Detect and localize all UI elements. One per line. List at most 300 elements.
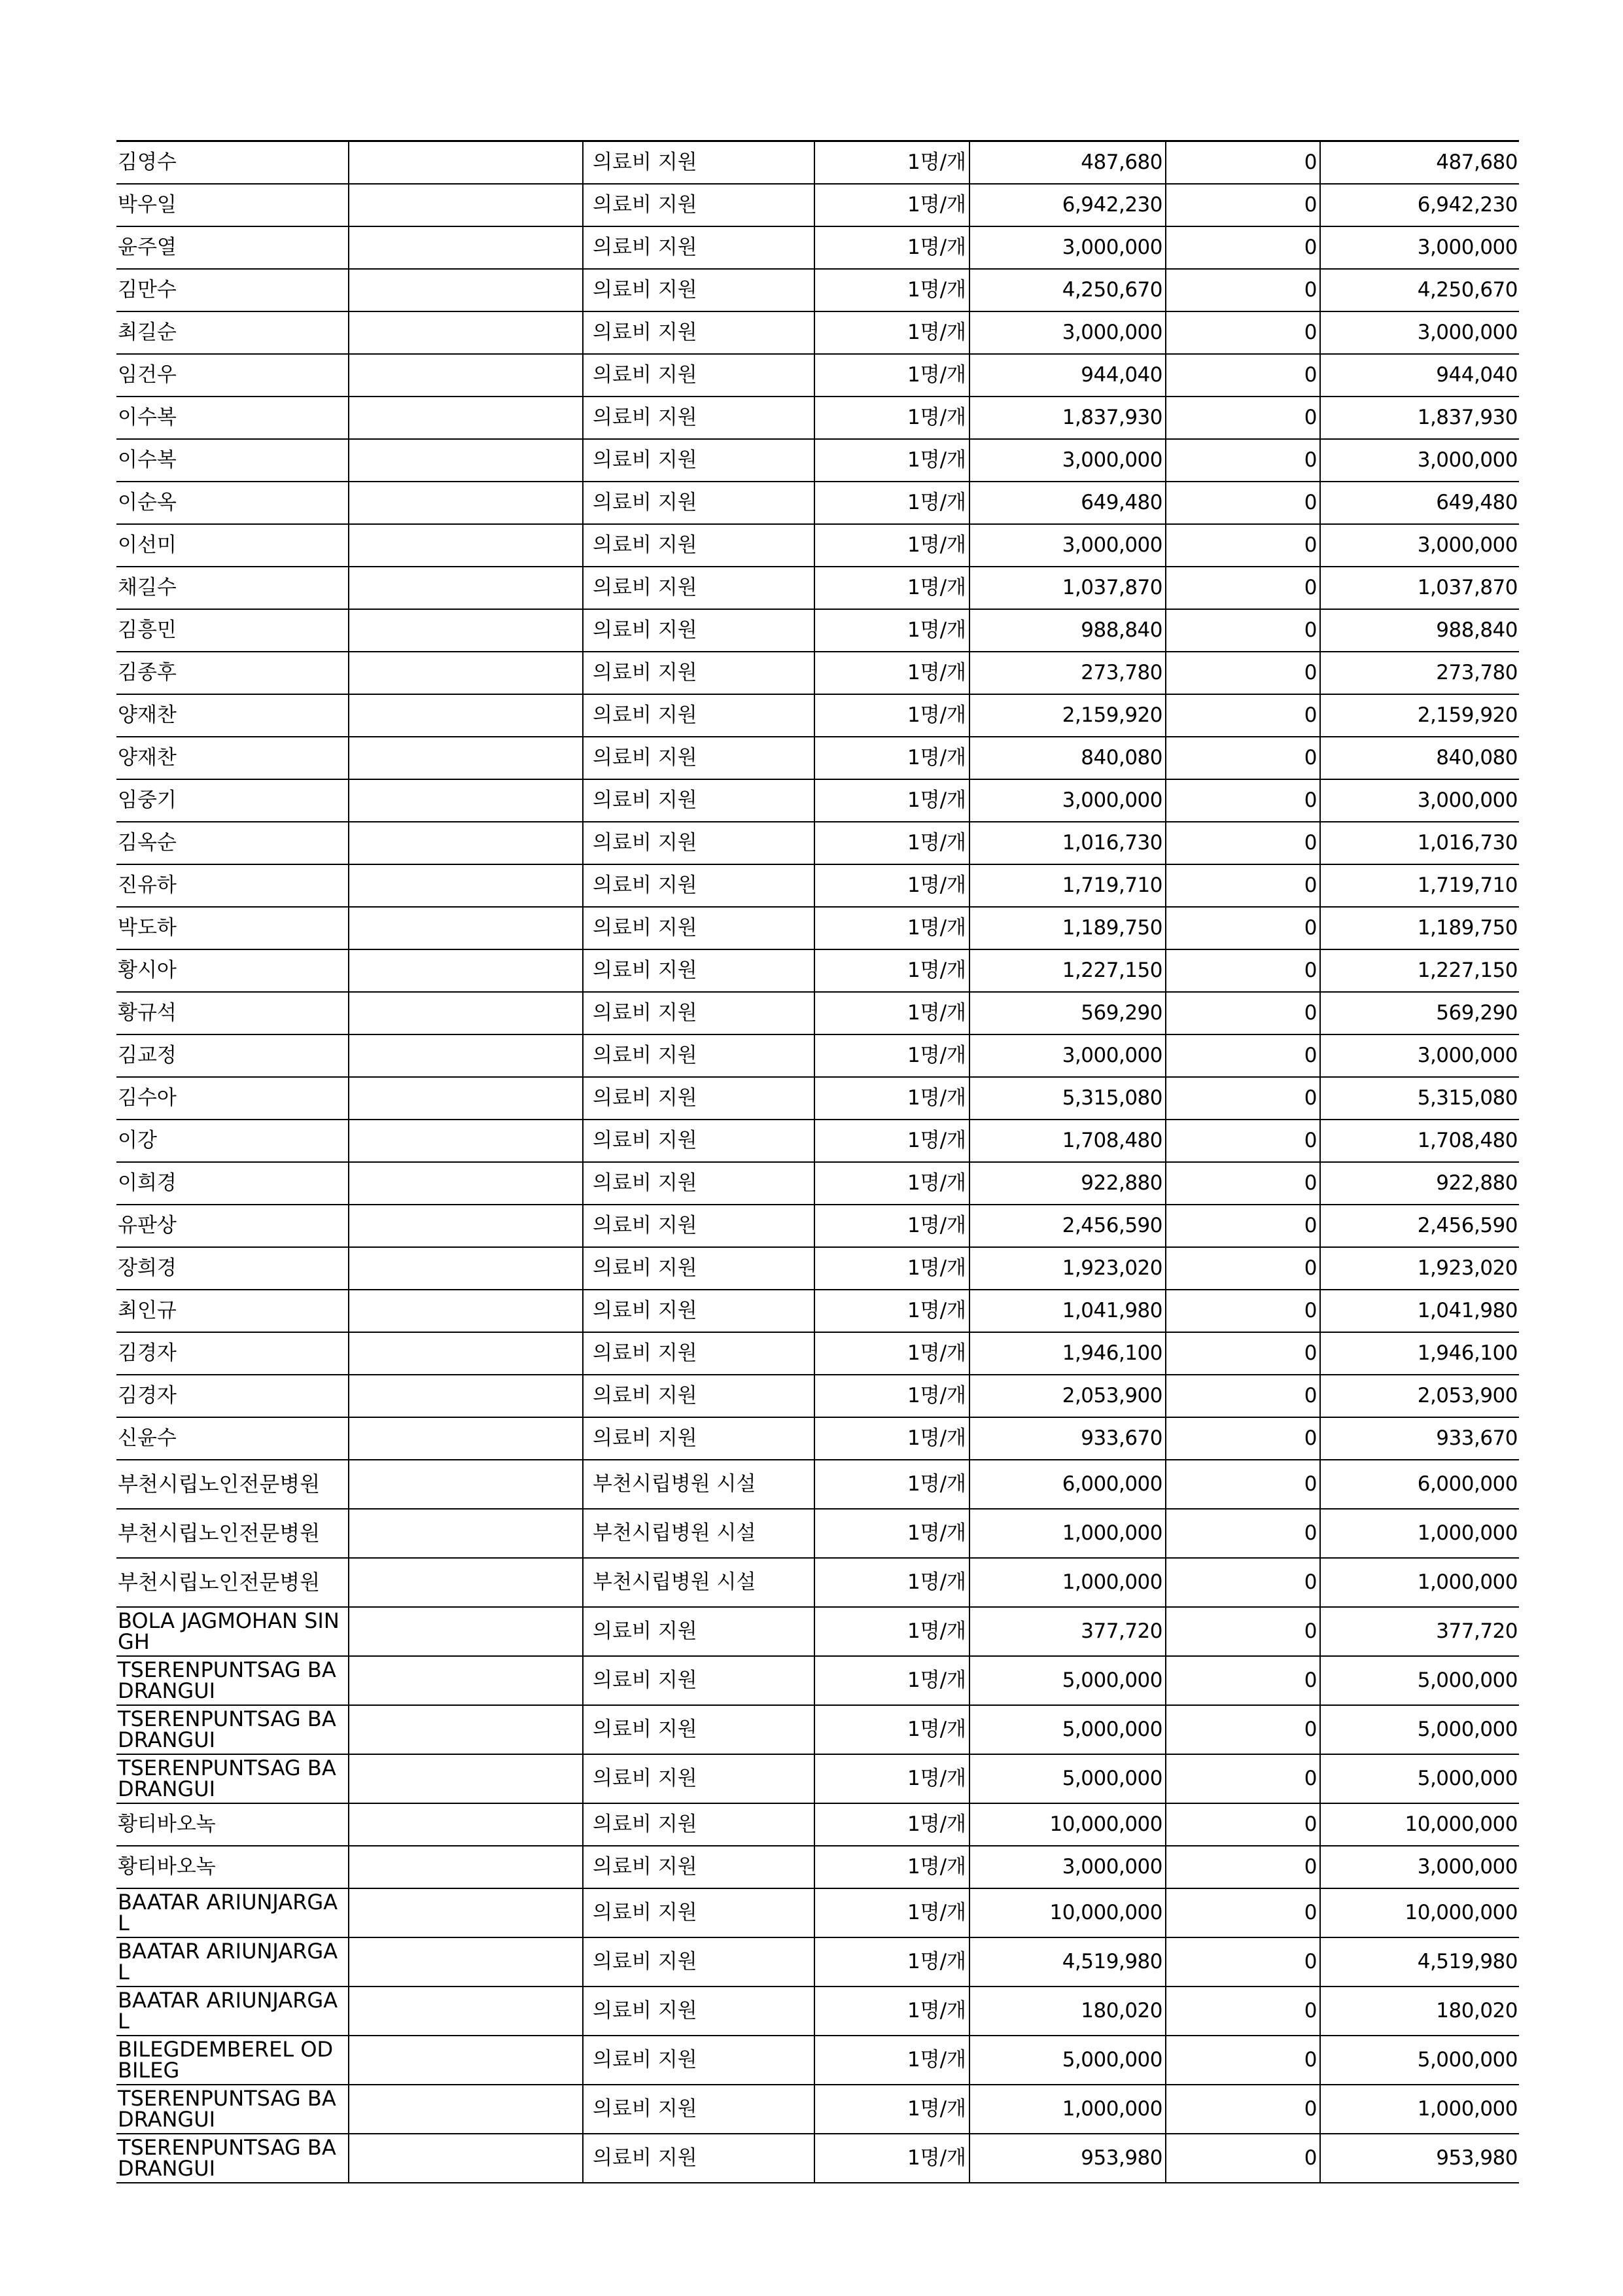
amount-cell: 1,946,100 bbox=[969, 1332, 1166, 1375]
total-cell: 5,000,000 bbox=[1320, 1656, 1519, 1705]
zero-cell: 0 bbox=[1166, 2036, 1320, 2085]
amount-cell: 5,000,000 bbox=[969, 1705, 1166, 1754]
total-cell: 273,780 bbox=[1320, 652, 1519, 694]
name-cell: 이희경 bbox=[116, 1162, 349, 1205]
zero-cell: 0 bbox=[1166, 1705, 1320, 1754]
zero-cell: 0 bbox=[1166, 652, 1320, 694]
total-cell: 377,720 bbox=[1320, 1607, 1519, 1656]
item-cell: 의료비 지원 bbox=[583, 1987, 814, 2036]
unit-cell: 1명/개 bbox=[814, 2085, 969, 2134]
unit-cell: 1명/개 bbox=[814, 2036, 969, 2085]
unit-cell: 1명/개 bbox=[814, 1162, 969, 1205]
amount-cell: 1,041,980 bbox=[969, 1290, 1166, 1332]
unit-cell: 1명/개 bbox=[814, 1846, 969, 1888]
blank-cell bbox=[349, 949, 583, 992]
zero-cell: 0 bbox=[1166, 1987, 1320, 2036]
total-cell: 5,315,080 bbox=[1320, 1077, 1519, 1120]
blank-cell bbox=[349, 737, 583, 779]
zero-cell: 0 bbox=[1166, 226, 1320, 269]
zero-cell: 0 bbox=[1166, 482, 1320, 524]
table-row bbox=[116, 354, 1519, 397]
unit-cell: 1명/개 bbox=[814, 1034, 969, 1077]
name-cell: 김흥민 bbox=[116, 609, 349, 652]
zero-cell: 0 bbox=[1166, 1509, 1320, 1558]
amount-cell: 6,000,000 bbox=[969, 1460, 1166, 1509]
total-cell: 1,719,710 bbox=[1320, 864, 1519, 907]
blank-cell bbox=[349, 1888, 583, 1937]
name-cell: 이수복 bbox=[116, 397, 349, 439]
amount-cell: 1,837,930 bbox=[969, 397, 1166, 439]
name-cell: 최인규 bbox=[116, 1290, 349, 1332]
zero-cell: 0 bbox=[1166, 907, 1320, 949]
amount-cell: 2,456,590 bbox=[969, 1205, 1166, 1247]
unit-cell: 1명/개 bbox=[814, 1937, 969, 1987]
blank-cell bbox=[349, 907, 583, 949]
total-cell: 953,980 bbox=[1320, 2134, 1519, 2183]
amount-cell: 4,250,670 bbox=[969, 269, 1166, 311]
unit-cell: 1명/개 bbox=[814, 949, 969, 992]
table-row bbox=[116, 1077, 1519, 1120]
table-row bbox=[116, 1332, 1519, 1375]
amount-cell: 3,000,000 bbox=[969, 439, 1166, 482]
table-row bbox=[116, 822, 1519, 864]
table-row bbox=[116, 694, 1519, 737]
item-cell: 의료비 지원 bbox=[583, 1937, 814, 1987]
name-cell: BAATAR ARIUNJARGAL bbox=[116, 1888, 349, 1937]
table-row bbox=[116, 949, 1519, 992]
amount-cell: 988,840 bbox=[969, 609, 1166, 652]
blank-cell bbox=[349, 864, 583, 907]
item-cell: 의료비 지원 bbox=[583, 1205, 814, 1247]
blank-cell bbox=[349, 1705, 583, 1754]
blank-cell bbox=[349, 1162, 583, 1205]
unit-cell: 1명/개 bbox=[814, 737, 969, 779]
total-cell: 1,189,750 bbox=[1320, 907, 1519, 949]
blank-cell bbox=[349, 1937, 583, 1987]
item-cell: 의료비 지원 bbox=[583, 1290, 814, 1332]
total-cell: 988,840 bbox=[1320, 609, 1519, 652]
unit-cell: 1명/개 bbox=[814, 694, 969, 737]
unit-cell: 1명/개 bbox=[814, 1417, 969, 1460]
unit-cell: 1명/개 bbox=[814, 907, 969, 949]
blank-cell bbox=[349, 184, 583, 226]
amount-cell: 3,000,000 bbox=[969, 1846, 1166, 1888]
item-cell: 의료비 지원 bbox=[583, 1375, 814, 1417]
amount-cell: 6,942,230 bbox=[969, 184, 1166, 226]
name-cell: 임건우 bbox=[116, 354, 349, 397]
item-cell: 의료비 지원 bbox=[583, 822, 814, 864]
total-cell: 3,000,000 bbox=[1320, 524, 1519, 567]
unit-cell: 1명/개 bbox=[814, 864, 969, 907]
name-cell: 김경자 bbox=[116, 1332, 349, 1375]
table-row bbox=[116, 2036, 1519, 2085]
blank-cell bbox=[349, 269, 583, 311]
item-cell: 의료비 지원 bbox=[583, 1034, 814, 1077]
table-row bbox=[116, 1987, 1519, 2036]
total-cell: 2,159,920 bbox=[1320, 694, 1519, 737]
name-cell: BAATAR ARIUNJARGAL bbox=[116, 1987, 349, 2036]
total-cell: 1,041,980 bbox=[1320, 1290, 1519, 1332]
item-cell: 부천시립병원 시설 bbox=[583, 1558, 814, 1607]
unit-cell: 1명/개 bbox=[814, 1558, 969, 1607]
zero-cell: 0 bbox=[1166, 1558, 1320, 1607]
name-cell: 황규석 bbox=[116, 992, 349, 1034]
blank-cell bbox=[349, 1558, 583, 1607]
unit-cell: 1명/개 bbox=[814, 1888, 969, 1937]
total-cell: 180,020 bbox=[1320, 1987, 1519, 2036]
total-cell: 1,016,730 bbox=[1320, 822, 1519, 864]
table-row bbox=[116, 779, 1519, 822]
zero-cell: 0 bbox=[1166, 2134, 1320, 2183]
name-cell: 유판상 bbox=[116, 1205, 349, 1247]
unit-cell: 1명/개 bbox=[814, 1290, 969, 1332]
zero-cell: 0 bbox=[1166, 311, 1320, 354]
blank-cell bbox=[349, 482, 583, 524]
item-cell: 의료비 지원 bbox=[583, 779, 814, 822]
blank-cell bbox=[349, 226, 583, 269]
amount-cell: 5,000,000 bbox=[969, 1754, 1166, 1803]
blank-cell bbox=[349, 1290, 583, 1332]
table-row bbox=[116, 1162, 1519, 1205]
zero-cell: 0 bbox=[1166, 737, 1320, 779]
unit-cell: 1명/개 bbox=[814, 1656, 969, 1705]
table-row bbox=[116, 737, 1519, 779]
blank-cell bbox=[349, 1754, 583, 1803]
unit-cell: 1명/개 bbox=[814, 524, 969, 567]
name-cell: 윤주열 bbox=[116, 226, 349, 269]
table-row bbox=[116, 1754, 1519, 1803]
amount-cell: 922,880 bbox=[969, 1162, 1166, 1205]
item-cell: 의료비 지원 bbox=[583, 354, 814, 397]
total-cell: 933,670 bbox=[1320, 1417, 1519, 1460]
amount-cell: 1,000,000 bbox=[969, 1558, 1166, 1607]
table-row bbox=[116, 567, 1519, 609]
table-row bbox=[116, 1607, 1519, 1656]
name-cell: 이순옥 bbox=[116, 482, 349, 524]
amount-cell: 3,000,000 bbox=[969, 226, 1166, 269]
total-cell: 2,456,590 bbox=[1320, 1205, 1519, 1247]
total-cell: 569,290 bbox=[1320, 992, 1519, 1034]
amount-cell: 1,189,750 bbox=[969, 907, 1166, 949]
amount-cell: 649,480 bbox=[969, 482, 1166, 524]
table-row bbox=[116, 1888, 1519, 1937]
item-cell: 의료비 지원 bbox=[583, 439, 814, 482]
total-cell: 1,000,000 bbox=[1320, 2085, 1519, 2134]
amount-cell: 5,315,080 bbox=[969, 1077, 1166, 1120]
name-cell: 이수복 bbox=[116, 439, 349, 482]
amount-cell: 487,680 bbox=[969, 141, 1166, 184]
blank-cell bbox=[349, 311, 583, 354]
blank-cell bbox=[349, 1656, 583, 1705]
item-cell: 부천시립병원 시설 bbox=[583, 1509, 814, 1558]
name-cell: TSERENPUNTSAG BADRANGUI bbox=[116, 2134, 349, 2183]
blank-cell bbox=[349, 609, 583, 652]
zero-cell: 0 bbox=[1166, 397, 1320, 439]
table-row bbox=[116, 652, 1519, 694]
table-row bbox=[116, 1120, 1519, 1162]
zero-cell: 0 bbox=[1166, 524, 1320, 567]
amount-cell: 377,720 bbox=[969, 1607, 1166, 1656]
unit-cell: 1명/개 bbox=[814, 992, 969, 1034]
donation-table bbox=[116, 140, 1519, 2183]
zero-cell: 0 bbox=[1166, 1120, 1320, 1162]
zero-cell: 0 bbox=[1166, 567, 1320, 609]
zero-cell: 0 bbox=[1166, 1888, 1320, 1937]
amount-cell: 840,080 bbox=[969, 737, 1166, 779]
blank-cell bbox=[349, 567, 583, 609]
name-cell: TSERENPUNTSAG BADRANGUI bbox=[116, 1656, 349, 1705]
item-cell: 의료비 지원 bbox=[583, 1332, 814, 1375]
item-cell: 의료비 지원 bbox=[583, 1162, 814, 1205]
zero-cell: 0 bbox=[1166, 1656, 1320, 1705]
amount-cell: 2,159,920 bbox=[969, 694, 1166, 737]
table-body bbox=[116, 141, 1519, 2183]
name-cell: 김경자 bbox=[116, 1375, 349, 1417]
zero-cell: 0 bbox=[1166, 184, 1320, 226]
blank-cell bbox=[349, 1120, 583, 1162]
blank-cell bbox=[349, 1803, 583, 1846]
table-row bbox=[116, 1290, 1519, 1332]
name-cell: 김종후 bbox=[116, 652, 349, 694]
item-cell: 의료비 지원 bbox=[583, 1247, 814, 1290]
zero-cell: 0 bbox=[1166, 269, 1320, 311]
amount-cell: 1,719,710 bbox=[969, 864, 1166, 907]
amount-cell: 5,000,000 bbox=[969, 1656, 1166, 1705]
total-cell: 1,837,930 bbox=[1320, 397, 1519, 439]
name-cell: 이강 bbox=[116, 1120, 349, 1162]
name-cell: 양재찬 bbox=[116, 694, 349, 737]
table-row bbox=[116, 907, 1519, 949]
blank-cell bbox=[349, 2085, 583, 2134]
unit-cell: 1명/개 bbox=[814, 1987, 969, 2036]
amount-cell: 10,000,000 bbox=[969, 1888, 1166, 1937]
name-cell: TSERENPUNTSAG BADRANGUI bbox=[116, 1754, 349, 1803]
unit-cell: 1명/개 bbox=[814, 354, 969, 397]
item-cell: 의료비 지원 bbox=[583, 567, 814, 609]
name-cell: 부천시립노인전문병원 bbox=[116, 1558, 349, 1607]
name-cell: 신윤수 bbox=[116, 1417, 349, 1460]
item-cell: 의료비 지원 bbox=[583, 2134, 814, 2183]
unit-cell: 1명/개 bbox=[814, 397, 969, 439]
total-cell: 3,000,000 bbox=[1320, 779, 1519, 822]
zero-cell: 0 bbox=[1166, 1417, 1320, 1460]
zero-cell: 0 bbox=[1166, 822, 1320, 864]
unit-cell: 1명/개 bbox=[814, 184, 969, 226]
name-cell: 김만수 bbox=[116, 269, 349, 311]
total-cell: 5,000,000 bbox=[1320, 1705, 1519, 1754]
blank-cell bbox=[349, 1846, 583, 1888]
amount-cell: 3,000,000 bbox=[969, 1034, 1166, 1077]
amount-cell: 3,000,000 bbox=[969, 311, 1166, 354]
name-cell: 최길순 bbox=[116, 311, 349, 354]
total-cell: 6,000,000 bbox=[1320, 1460, 1519, 1509]
table-row bbox=[116, 269, 1519, 311]
table-row bbox=[116, 1558, 1519, 1607]
name-cell: 이선미 bbox=[116, 524, 349, 567]
total-cell: 10,000,000 bbox=[1320, 1803, 1519, 1846]
item-cell: 의료비 지원 bbox=[583, 1077, 814, 1120]
total-cell: 1,000,000 bbox=[1320, 1558, 1519, 1607]
unit-cell: 1명/개 bbox=[814, 1332, 969, 1375]
unit-cell: 1명/개 bbox=[814, 1460, 969, 1509]
zero-cell: 0 bbox=[1166, 949, 1320, 992]
item-cell: 의료비 지원 bbox=[583, 2036, 814, 2085]
zero-cell: 0 bbox=[1166, 1077, 1320, 1120]
total-cell: 2,053,900 bbox=[1320, 1375, 1519, 1417]
name-cell: 박우일 bbox=[116, 184, 349, 226]
blank-cell bbox=[349, 524, 583, 567]
item-cell: 의료비 지원 bbox=[583, 1754, 814, 1803]
total-cell: 1,037,870 bbox=[1320, 567, 1519, 609]
zero-cell: 0 bbox=[1166, 354, 1320, 397]
table-row bbox=[116, 226, 1519, 269]
total-cell: 1,923,020 bbox=[1320, 1247, 1519, 1290]
item-cell: 의료비 지원 bbox=[583, 311, 814, 354]
table-row bbox=[116, 397, 1519, 439]
name-cell: 양재찬 bbox=[116, 737, 349, 779]
name-cell: 진유하 bbox=[116, 864, 349, 907]
item-cell: 의료비 지원 bbox=[583, 737, 814, 779]
name-cell: 임중기 bbox=[116, 779, 349, 822]
table-row bbox=[116, 1656, 1519, 1705]
unit-cell: 1명/개 bbox=[814, 1607, 969, 1656]
name-cell: 황티바오녹 bbox=[116, 1846, 349, 1888]
amount-cell: 5,000,000 bbox=[969, 2036, 1166, 2085]
item-cell: 의료비 지원 bbox=[583, 949, 814, 992]
total-cell: 6,942,230 bbox=[1320, 184, 1519, 226]
blank-cell bbox=[349, 779, 583, 822]
total-cell: 3,000,000 bbox=[1320, 1846, 1519, 1888]
blank-cell bbox=[349, 1987, 583, 2036]
blank-cell bbox=[349, 1509, 583, 1558]
zero-cell: 0 bbox=[1166, 1754, 1320, 1803]
blank-cell bbox=[349, 1077, 583, 1120]
table-row bbox=[116, 2134, 1519, 2183]
table-row bbox=[116, 2085, 1519, 2134]
unit-cell: 1명/개 bbox=[814, 1247, 969, 1290]
zero-cell: 0 bbox=[1166, 1460, 1320, 1509]
table-row bbox=[116, 1375, 1519, 1417]
unit-cell: 1명/개 bbox=[814, 1120, 969, 1162]
zero-cell: 0 bbox=[1166, 1803, 1320, 1846]
table-row bbox=[116, 1937, 1519, 1987]
amount-cell: 3,000,000 bbox=[969, 524, 1166, 567]
blank-cell bbox=[349, 1034, 583, 1077]
total-cell: 1,000,000 bbox=[1320, 1509, 1519, 1558]
total-cell: 840,080 bbox=[1320, 737, 1519, 779]
table-row bbox=[116, 439, 1519, 482]
table-row bbox=[116, 184, 1519, 226]
total-cell: 4,519,980 bbox=[1320, 1937, 1519, 1987]
name-cell: 김옥순 bbox=[116, 822, 349, 864]
item-cell: 의료비 지원 bbox=[583, 2085, 814, 2134]
amount-cell: 569,290 bbox=[969, 992, 1166, 1034]
table-row bbox=[116, 1460, 1519, 1509]
name-cell: BILEGDEMBEREL ODBILEG bbox=[116, 2036, 349, 2085]
zero-cell: 0 bbox=[1166, 1290, 1320, 1332]
table-row bbox=[116, 1247, 1519, 1290]
zero-cell: 0 bbox=[1166, 609, 1320, 652]
total-cell: 4,250,670 bbox=[1320, 269, 1519, 311]
blank-cell bbox=[349, 354, 583, 397]
blank-cell bbox=[349, 992, 583, 1034]
blank-cell bbox=[349, 397, 583, 439]
total-cell: 3,000,000 bbox=[1320, 439, 1519, 482]
zero-cell: 0 bbox=[1166, 1247, 1320, 1290]
blank-cell bbox=[349, 694, 583, 737]
zero-cell: 0 bbox=[1166, 1332, 1320, 1375]
item-cell: 의료비 지원 bbox=[583, 1417, 814, 1460]
item-cell: 의료비 지원 bbox=[583, 1705, 814, 1754]
blank-cell bbox=[349, 2134, 583, 2183]
zero-cell: 0 bbox=[1166, 1375, 1320, 1417]
zero-cell: 0 bbox=[1166, 1205, 1320, 1247]
unit-cell: 1명/개 bbox=[814, 2134, 969, 2183]
zero-cell: 0 bbox=[1166, 1937, 1320, 1987]
total-cell: 3,000,000 bbox=[1320, 226, 1519, 269]
blank-cell bbox=[349, 439, 583, 482]
unit-cell: 1명/개 bbox=[814, 482, 969, 524]
table-row bbox=[116, 1705, 1519, 1754]
amount-cell: 4,519,980 bbox=[969, 1937, 1166, 1987]
item-cell: 부천시립병원 시설 bbox=[583, 1460, 814, 1509]
total-cell: 5,000,000 bbox=[1320, 2036, 1519, 2085]
unit-cell: 1명/개 bbox=[814, 1803, 969, 1846]
amount-cell: 1,923,020 bbox=[969, 1247, 1166, 1290]
unit-cell: 1명/개 bbox=[814, 1705, 969, 1754]
name-cell: TSERENPUNTSAG BADRANGUI bbox=[116, 2085, 349, 2134]
name-cell: 황티바오녹 bbox=[116, 1803, 349, 1846]
amount-cell: 1,227,150 bbox=[969, 949, 1166, 992]
zero-cell: 0 bbox=[1166, 141, 1320, 184]
table-row bbox=[116, 1803, 1519, 1846]
amount-cell: 1,000,000 bbox=[969, 1509, 1166, 1558]
blank-cell bbox=[349, 1607, 583, 1656]
zero-cell: 0 bbox=[1166, 779, 1320, 822]
unit-cell: 1명/개 bbox=[814, 311, 969, 354]
blank-cell bbox=[349, 1460, 583, 1509]
item-cell: 의료비 지원 bbox=[583, 482, 814, 524]
unit-cell: 1명/개 bbox=[814, 567, 969, 609]
blank-cell bbox=[349, 1417, 583, 1460]
amount-cell: 2,053,900 bbox=[969, 1375, 1166, 1417]
blank-cell bbox=[349, 1375, 583, 1417]
unit-cell: 1명/개 bbox=[814, 141, 969, 184]
blank-cell bbox=[349, 822, 583, 864]
item-cell: 의료비 지원 bbox=[583, 1120, 814, 1162]
unit-cell: 1명/개 bbox=[814, 1375, 969, 1417]
zero-cell: 0 bbox=[1166, 1846, 1320, 1888]
total-cell: 487,680 bbox=[1320, 141, 1519, 184]
blank-cell bbox=[349, 1247, 583, 1290]
amount-cell: 1,016,730 bbox=[969, 822, 1166, 864]
table-row bbox=[116, 992, 1519, 1034]
zero-cell: 0 bbox=[1166, 1162, 1320, 1205]
amount-cell: 1,708,480 bbox=[969, 1120, 1166, 1162]
zero-cell: 0 bbox=[1166, 864, 1320, 907]
zero-cell: 0 bbox=[1166, 1034, 1320, 1077]
name-cell: 부천시립노인전문병원 bbox=[116, 1460, 349, 1509]
amount-cell: 3,000,000 bbox=[969, 779, 1166, 822]
name-cell: 황시아 bbox=[116, 949, 349, 992]
table-row bbox=[116, 482, 1519, 524]
table-row bbox=[116, 609, 1519, 652]
item-cell: 의료비 지원 bbox=[583, 524, 814, 567]
item-cell: 의료비 지원 bbox=[583, 907, 814, 949]
name-cell: 채길수 bbox=[116, 567, 349, 609]
item-cell: 의료비 지원 bbox=[583, 226, 814, 269]
name-cell: 장희경 bbox=[116, 1247, 349, 1290]
